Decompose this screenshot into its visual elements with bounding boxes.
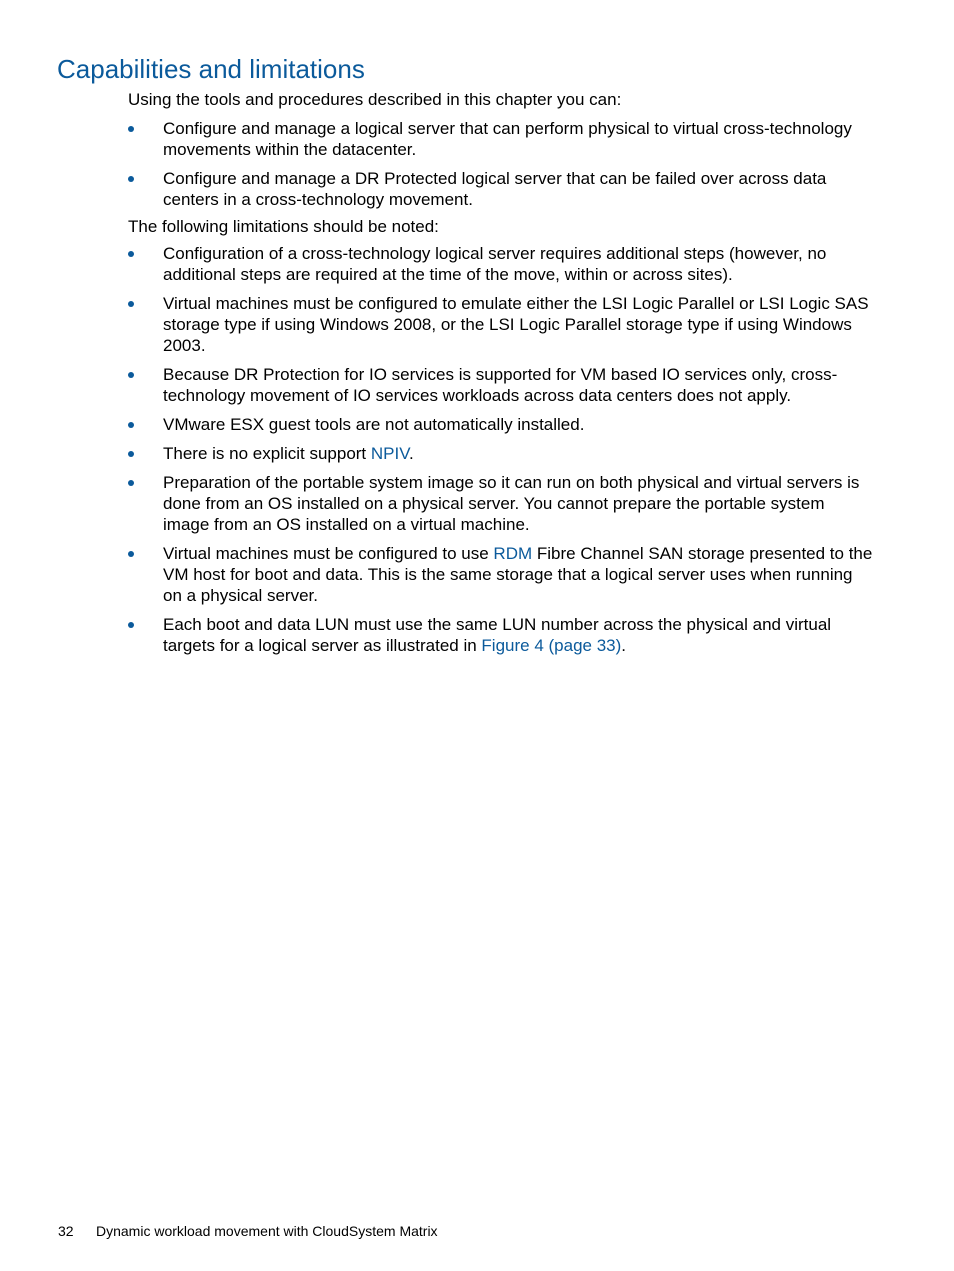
list-item [128, 293, 873, 356]
list-item-text [163, 615, 831, 655]
list-item-text-part: . [409, 444, 414, 463]
section-content [128, 89, 873, 656]
list-item-text: VMware ESX guest tools are not automatically installed. [163, 415, 585, 434]
list-item-text [163, 544, 872, 605]
bullet-icon [128, 551, 134, 557]
bullet-icon [128, 372, 134, 378]
bullet-icon [128, 451, 134, 457]
list-item [128, 472, 873, 535]
bullet-icon [128, 176, 134, 182]
bullet-icon [128, 480, 134, 486]
list-item-text-part: Virtual machines must be configured to use [163, 544, 494, 563]
page-footer [58, 1222, 438, 1240]
capabilities-list [128, 118, 873, 210]
list-item-text [163, 444, 414, 463]
limitations-intro-paragraph: The following limitations should be noted: [128, 217, 439, 236]
list-item-text: Virtual machines must be configured to emulate either the LSI Logic Parallel or LSI Logic SAS storage type if using Windows 2008, or the LSI Logic Parallel storage type if using Windows 2003. [163, 294, 869, 355]
list-item-text: Configure and manage a DR Protected logical server that can be failed over across data centers in a cross-technology movement. [163, 169, 827, 209]
list-item [128, 364, 873, 406]
list-item [128, 168, 873, 210]
list-item [128, 414, 873, 435]
bullet-icon [128, 126, 134, 132]
list-item-text: Configuration of a cross-technology logical server requires additional steps (however, no additional steps are required at the time of the move, within or across sites). [163, 244, 827, 284]
npiv-link[interactable]: NPIV [370, 444, 410, 463]
list-item [128, 443, 873, 464]
list-item-text-part: Each boot and data LUN must use the same LUN number across the physical and virtual targets for a logical server as illustrated in [163, 615, 832, 655]
section-heading: Capabilities and limitations [57, 54, 365, 84]
figure-4-link[interactable]: Figure 4 (page 33) [481, 636, 622, 655]
intro-paragraph: Using the tools and procedures described in this chapter you can: [128, 90, 622, 109]
bullet-icon [128, 622, 134, 628]
list-item [128, 243, 873, 285]
list-item [128, 118, 873, 160]
list-item-text: Configure and manage a logical server that can perform physical to virtual cross-technology movements within the datacenter. [163, 119, 852, 159]
list-item-text-part: There is no explicit support [163, 444, 371, 463]
list-item-text: Because DR Protection for IO services is supported for VM based IO services only, cross-technology movement of IO services workloads across data centers does not apply. [163, 365, 838, 405]
page-number: 32 [58, 1223, 74, 1239]
list-item-text: Preparation of the portable system image so it can run on both physical and virtual servers is done from an OS installed on a physical server. You cannot prepare the portable system image from an OS installed on a virtual machine. [163, 473, 860, 534]
list-item-text-part: . [621, 636, 627, 655]
rdm-link[interactable]: RDM [493, 544, 533, 563]
bullet-icon [128, 301, 134, 307]
list-item [128, 614, 873, 656]
limitations-list [128, 243, 873, 656]
list-item-text-part: Fibre Channel SAN storage presented to the VM host for boot and data. This is the same storage that a logical server uses when running on a physical server. [163, 544, 873, 605]
footer-title: Dynamic workload movement with CloudSystem Matrix [96, 1223, 438, 1239]
bullet-icon [128, 422, 134, 428]
bullet-icon [128, 251, 134, 257]
list-item [128, 543, 873, 606]
